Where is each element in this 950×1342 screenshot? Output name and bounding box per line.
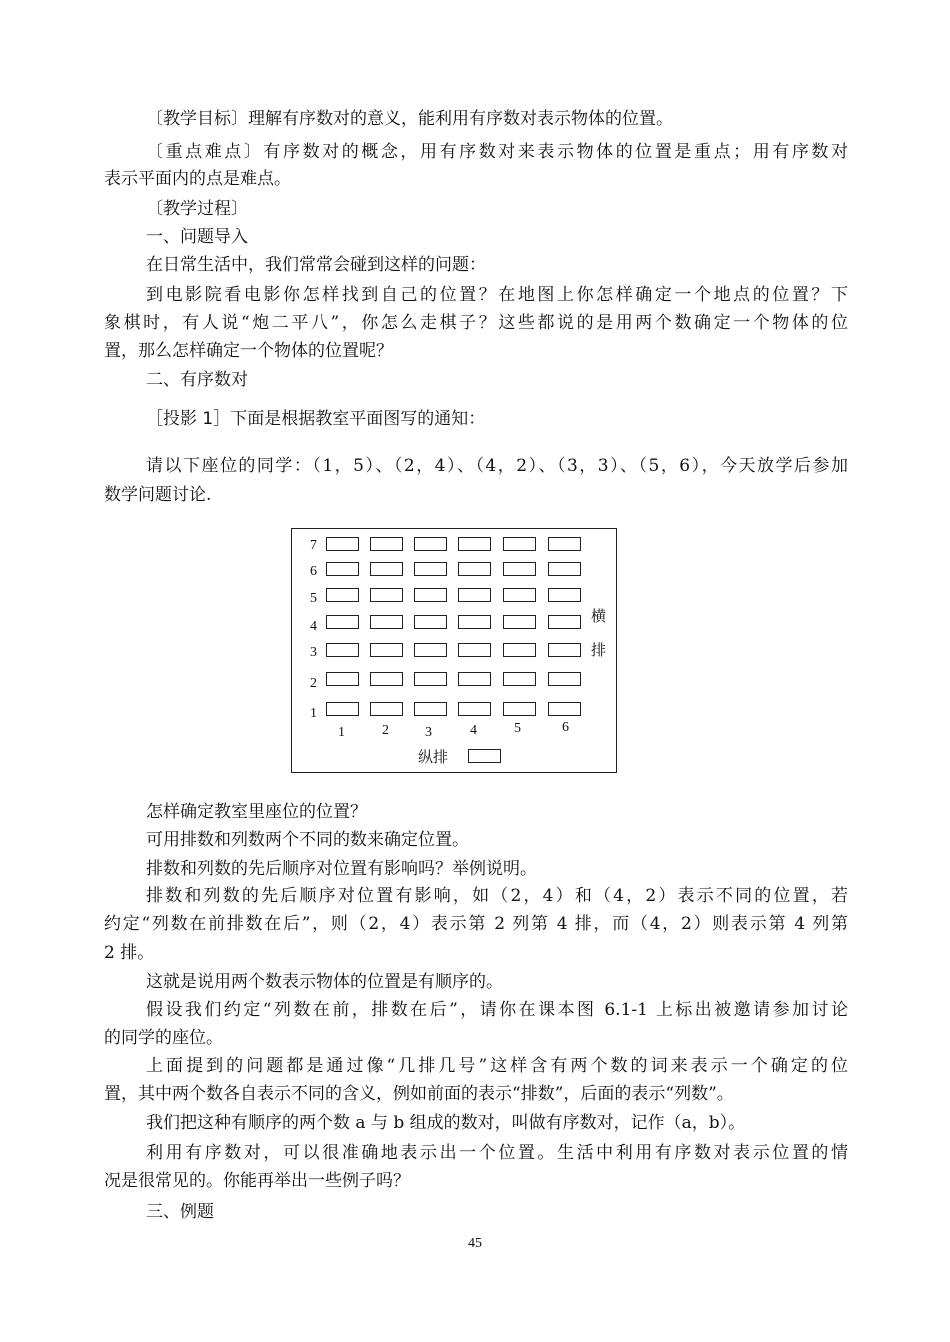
seat <box>326 588 359 602</box>
row-number: 2 <box>310 676 317 691</box>
seat <box>414 672 447 686</box>
line-above-2: 置，其中两个数各自表示不同的含义，例如前面的表示“排数”，后面的表示“列数”。 <box>104 1084 734 1104</box>
seat <box>326 702 359 716</box>
seat <box>503 672 536 686</box>
seat <box>414 588 447 602</box>
seat <box>370 588 403 602</box>
line-order-note: 这就是说用两个数表示物体的位置是有顺序的。 <box>146 972 503 992</box>
seat <box>326 537 359 551</box>
line-key-points-2: 表示平面内的点是难点。 <box>104 169 291 189</box>
line-objectives: 〔教学目标〕理解有序数对的意义，能利用有序数对表示物体的位置。 <box>146 109 673 129</box>
line-above-1: 上面提到的问题都是通过像“几排几号”这样含有两个数的词来表示一个确定的位 <box>146 1056 848 1076</box>
seat <box>370 702 403 716</box>
seat <box>503 562 536 576</box>
heading-intro: 一、问题导入 <box>146 227 248 247</box>
seat <box>458 588 491 602</box>
column-number: 6 <box>562 720 569 735</box>
column-number: 5 <box>514 721 521 736</box>
seat <box>370 615 403 629</box>
seat <box>414 702 447 716</box>
line-q1: 怎样确定教室里座位的位置？ <box>146 802 367 822</box>
seat <box>414 615 447 629</box>
seat <box>326 672 359 686</box>
seat <box>503 643 536 657</box>
line-usage-2: 况是很常见的。你能再举出一些例子吗？ <box>104 1171 410 1191</box>
projection-label: ［投影 1］ <box>146 409 231 429</box>
vertical-column-label: 纵排 <box>418 748 449 766</box>
seat <box>548 615 581 629</box>
line-q2: 排数和列数的先后顺序对位置有影响吗？举例说明。 <box>146 859 537 879</box>
column-number: 2 <box>382 723 389 738</box>
seat <box>458 702 491 716</box>
line-cinema-2: 象棋时，有人说“炮二平八”，你怎么走棋子？这些都说的是用两个数确定一个物体的位 <box>104 313 848 333</box>
seat <box>548 562 581 576</box>
seat <box>548 702 581 716</box>
seat <box>326 615 359 629</box>
seat <box>503 588 536 602</box>
line-daily-life: 在日常生活中，我们常常会碰到这样的问题： <box>146 255 486 275</box>
row-number: 5 <box>310 591 317 606</box>
seat <box>503 537 536 551</box>
line-cinema-3: 置，那么怎样确定一个物体的位置呢？ <box>104 341 393 361</box>
seat <box>370 643 403 657</box>
column-number: 4 <box>470 723 477 738</box>
seat <box>458 537 491 551</box>
seat <box>370 672 403 686</box>
line-key-points-1: 〔重点难点〕有序数对的概念，用有序数对来表示物体的位置是重点；用有序数对 <box>146 142 848 162</box>
seat <box>548 588 581 602</box>
page-number: 45 <box>468 1236 482 1251</box>
line-process: 〔教学过程〕 <box>146 199 248 219</box>
seat <box>458 643 491 657</box>
seat <box>370 562 403 576</box>
seat <box>548 537 581 551</box>
heading-examples: 三、例题 <box>146 1202 214 1222</box>
seat <box>458 562 491 576</box>
row-number: 4 <box>310 619 317 634</box>
row-number: 3 <box>310 645 317 660</box>
classroom-seating-diagram <box>291 528 617 773</box>
line-order-3: 2 排。 <box>104 943 155 963</box>
seat <box>414 537 447 551</box>
seat <box>326 562 359 576</box>
horizontal-row-label: 排 <box>591 641 607 659</box>
seat <box>548 643 581 657</box>
line-definition: 我们把这种有顺序的两个数 a 与 b 组成的数对，叫做有序数对，记作（a，b）。 <box>146 1113 746 1133</box>
column-number: 3 <box>425 725 432 740</box>
line-order-2: 约定“列数在前排数在后”，则（2，4）表示第 2 列第 4 排，而（4，2）则表示第 4 列第 <box>104 914 848 934</box>
line-assume-2: 的同学的座位。 <box>104 1028 223 1048</box>
row-number: 7 <box>310 538 317 553</box>
line-a1: 可用排数和列数两个不同的数来确定位置。 <box>146 830 469 850</box>
line-assume-1: 假设我们约定“列数在前，排数在后”，请你在课本图 6.1-1 上标出被邀请参加讨论 <box>146 1000 848 1020</box>
line-projection <box>146 406 848 432</box>
row-number: 6 <box>310 564 317 579</box>
seat <box>503 615 536 629</box>
legend-seat <box>468 749 501 763</box>
seat <box>548 672 581 686</box>
seat <box>326 643 359 657</box>
horizontal-row-label: 横 <box>591 607 607 625</box>
seat <box>414 643 447 657</box>
column-number: 1 <box>338 725 345 740</box>
heading-ordered-pairs: 二、有序数对 <box>146 370 248 390</box>
seat <box>414 562 447 576</box>
seat <box>458 672 491 686</box>
seat <box>503 702 536 716</box>
line-cinema-1: 到电影院看电影你怎样找到自己的位置？在地图上你怎样确定一个地点的位置？下 <box>146 285 848 305</box>
projection-text: 下面是根据教室平面图写的通知： <box>230 409 486 429</box>
line-notice-2: 数学问题讨论. <box>104 485 212 505</box>
line-usage-1: 利用有序数对，可以很准确地表示出一个位置。生活中利用有序数对表示位置的情 <box>146 1143 848 1163</box>
line-notice-1: 请以下座位的同学：（1，5）、（2，4）、（4，2）、（3，3）、（5，6），今天放学后参加 <box>146 456 848 476</box>
seat <box>458 615 491 629</box>
seat <box>370 537 403 551</box>
row-number: 1 <box>310 706 317 721</box>
line-order-1: 排数和列数的先后顺序对位置有影响，如（2，4）和（4，2）表示不同的位置，若 <box>146 886 848 906</box>
